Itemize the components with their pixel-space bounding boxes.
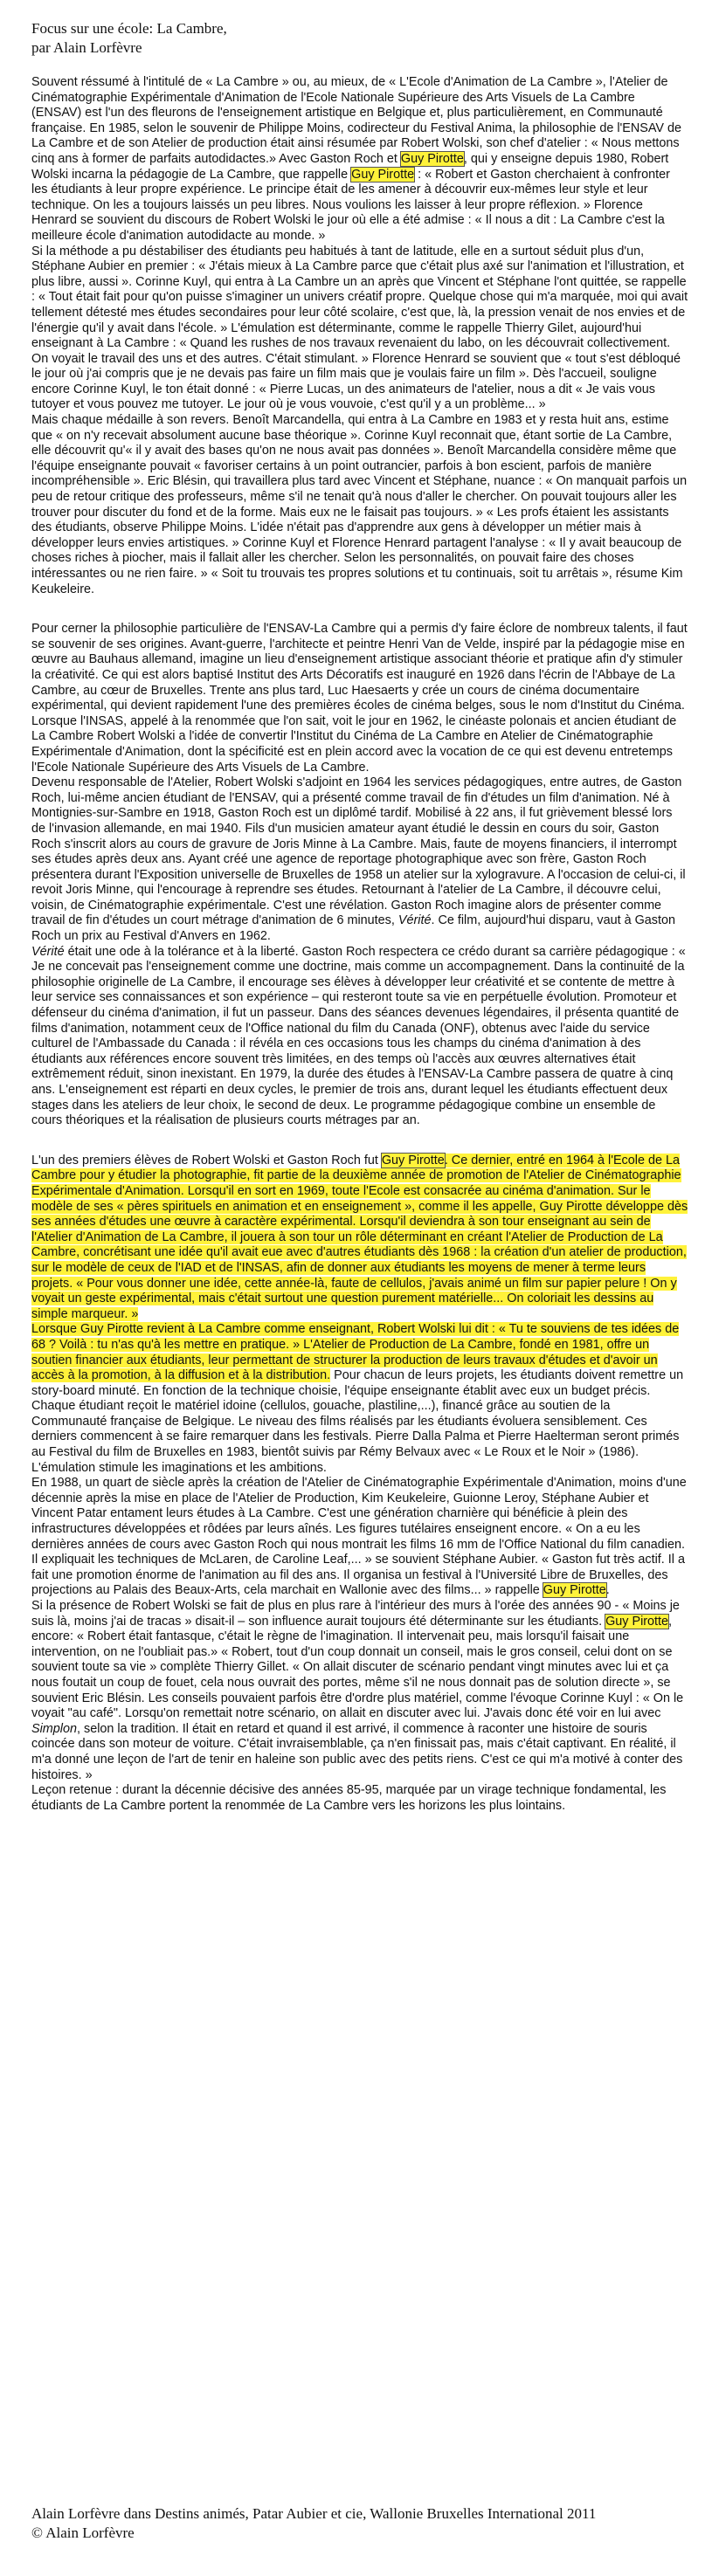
paragraph: Si la méthode a pu déstabiliser des étudiants peu habitués à tant de latitude, elle en a surtout séduit plus d'un, Stéphane Aubier en premier : « J'étais mieux à La Cambre parce que c'était plus axé sur l'animation et l'illustration, et plus libre, aussi ». Corinne Kuyl, qui entra à La Cambre un an après que Vincent et Stéphane l'ont quittée, se rappelle : « Tout était fait pour qu'on puisse s'imaginer un univers créatif propre. Quelque chose qui m'a marquée, moi qui avait tellement détesté mes études secondaires pour leur côté scolaire, c'est que, là, la pression venait de nos envies et de l'énergie qu'il y avait dans l'école. » L'émulation est déterminante, comme le rappelle Thierry Gilet, aujourd'hui enseignant à La Cambre : « Quand les rushes de nos travaux revenaient du labo, on les découvrait collectivement. On voyait le travail des uns et des autres. C'était stimulant. » Florence Henrard se souvient que « tout s'est débloqué le jour où j'ai compris que je ne devais pas faire un film mais que je voulais faire un film ». Dès l'accueil, souligne encore Corinne Kuyl, le ton était donné : « Pierre Lucas, un des animateurs de l'atelier, nous a dit « Je vais vous tutoyer et vous pouvez me tutoyer. Le jour où je vous vouvoie, c'est qu'il y a un problème... » [31,244,688,412]
text-run: Souvent réssumé à l'intitulé de « La Cambre » ou, au mieux, de « L'Ecole d'Animation de La Cambre », l'Atelier de Cinématographie Expérimentale d'Animation de l'Ecole Nationale Supérieure des Arts Visuels de La Cambre (ENSAV) est l'un des fleurons de l'enseignement artistique en Belgique et, plus particulièrement, en Communauté française. En 1985, selon le souvenir de Philippe Moins, codirecteur du Festival Anima, la philosophie de l'ENSAV de La Cambre et de son Atelier de production était ainsi résumée par Robert Wolski, son chef d'atelier : « Nous mettons cinq ans à former de parfaits autodidactes.» Avec Gaston Roch et [31,75,682,166]
section-origines [31,622,688,1129]
text-run: Devenu responsable de l'Atelier, Robert Wolski s'adjoint en 1964 les services pédagogiques, entre autres, de Gaston Roch, lui-même ancien étudiant de l'ENSAV, qui a présenté comme travail de fin d'études un film d'animation. Né à Montignies-sur-Sambre en 1918, Gaston Roch est un diplômé tardif. Mobilisé à 22 ans, il fut grièvement blessé lors de l'invasion allemande, en mai 1940. Fils d'un musicien amateur ayant étudié le dessin en cours du soir, Gaston Roch s'inscrit alors au cours de gravure de Joris Minne à La Cambre. Mais, faute de moyens financiers, il interrompt ses études après deux ans. Ayant créé une agence de reportage photographique avec son frère, Gaston Roch présentera durant l'Exposition universelle de Bruxelles de 1958 un atelier sur la xylogravure. A l'occasion de celui-ci, il revoit Joris Minne, qui l'encourage à reprendre ses études. Retournant à l'atelier de La Cambre, il découvre celui, voisin, de Cinématographie expérimentale. C'est une révélation. Gaston Roch imagine alors de présenter comme travail de fin d'études un court métrage d'animation de 6 minutes, [31,775,686,928]
film-title-verite: Vérité [397,913,432,928]
highlight-guy-pirotte: Guy Pirotte [543,1583,606,1598]
section-guy-pirotte [31,1154,688,1815]
paragraph [31,945,688,1129]
text-run: . [605,1583,610,1598]
paragraph [31,75,688,245]
section-methode [31,75,688,597]
article-title: Focus sur une école: La Cambre, [31,20,227,37]
highlight-guy-pirotte: Guy Pirotte [381,1153,445,1167]
text-run: L'un des premiers élèves de Robert Wolski et Gaston Roch fut [31,1153,382,1167]
article-byline: par Alain Lorfèvre [31,39,142,56]
text-run: , qui y enseigne depuis 1980, Robert Wolski incarna la pédagogie de La Cambre, que rappelle [31,151,669,182]
paragraph [31,1599,688,1783]
paragraph [31,1476,688,1599]
text-run: Pour chacun de leurs projets, les étudiants doivent remettre un story-board minuté. En fonction de la technique choisie, l'équipe enseignante établit avec eux un budget précis. Chaque étudiant reçoit le matériel idoine (cellulos, gouache, plastiline,...), financé grâce au soutien de la Communauté française de Belgique. Le niveau des films réalisés par les étudiants évoluera sensiblement. Ces derniers commencent à se faire remarquer dans les festivals. Pierre Dalla Palma et Pierre Haelterman seront primés au Festival du film de Bruxelles en 1983, bientôt suivis par Rémy Belvaux avec « Le Roux et le Noir » (1986). L'émulation stimule les imaginations et les ambitions. [31,1368,684,1475]
paragraph: Pour cerner la philosophie particulière de l'ENSAV-La Cambre qui a permis d'y faire éclore de nombreux talents, il faut se souvenir de ses origines. Avant-guerre, l'architecte et peintre Henri Van de Velde, inspiré par la pédagogie mise en œuvre au Bauhaus allemand, imagine un lieu d'enseignement artistique associant théorie et pratique afin d'y stimuler la créativité. Ce qui est alors baptisé Institut des Arts Décoratifs est inauguré en 1926 dans l'écrin de l'Abbaye de La Cambre, au cœur de Bruxelles. Trente ans plus tard, Luc Haesaerts y crée un cours de cinéma documentaire expérimental, qui devient rapidement l'une des premières écoles de cinéma belges, sous le nom d'Institut du Cinéma. Lorsque l'INSAS, appelé à la renommée que l'on sait, voit le jour en 1962, le cinéaste polonais et ancien étudiant de La Cambre Robert Wolski a l'idée de convertir l'Institut du Cinéma de La Cambre en Atelier de Cinématographie Expérimentale d'Animation, dont la spécificité est en plein accord avec la vocation de ce qui est devenu entretemps l'Ecole Nationale Supérieure des Arts Visuels de La Cambre. [31,622,688,775]
source-credit: Alain Lorfèvre dans Destins animés, Patar Aubier et cie, Wallonie Bruxelles International 2011 [31,2505,597,2522]
copyright: © Alain Lorfèvre [31,2524,135,2541]
text-run: , encore: « Robert était fantasque, c'était le règne de l'imagination. Il intervenait peu, mais lorsqu'il faisait une intervention, on ne l'oubliait pas.» « Robert, tout d'un coup donnait un conseil, mais le gros conseil, celui dont on se souvient toute sa vie » complète Thierry Gillet. « On allait discuter de scénario pendant vingt minutes avec lui et ça nous foutait un coup de fouet, cela nous ouvrait des portes, même s'il ne nous donnait pas de solution directe », se souvient Eric Blésin. Les conseils pouvaient parfois être d'ordre plus matériel, comme l'évoque Corinne Kuyl : « On le voyait "au café". Lorsqu'on remettait notre scénario, on allait en discuter avec lui. J'avais donc été voir en lui avec [31,1614,684,1721]
text-run: En 1988, un quart de siècle après la création de l'Atelier de Cinématographie Expérimentale d'Animation, moins d'une décennie après la mise en place de l'Atelier de Production, Kim Keukeleire, Guionne Leroy, Stéphane Aubier et Vincent Patar entament leurs études à La Cambre. C'est une génération charnière qui bénéficie à plein des infrastructures développées et rôdées par leurs aînés. Les figures tutélaires enseignent encore. « On a eu les dernières années de cours avec Gaston Roch qui nous montrait les films 16 mm de l'Office National du film canadien. Il expliquait les techniques de McLaren, de Caroline Leaf,... » se souvient Stéphane Aubier. « Gaston fut très actif. Il a fait une promotion énorme de l'animation au fil des ans. Il organisa un festival à l'Université Libre de Bruxelles, des projections au Palais des Beaux-Arts, cela marchait en Wallonie avec des films... » rappelle [31,1476,687,1598]
paragraph: Mais chaque médaille à son revers. Benoît Marcandella, qui entra à La Cambre en 1983 et y resta huit ans, estime que « on n'y recevait absolument aucune base théorique ». Corinne Kuyl reconnait que, étant sortie de La Cambre, elle découvrit qu'« il y avait des bases qu'on ne nous avait pas données ». Benoît Marcandella considère même que l'équipe enseignante pouvait « favoriser certains à un point outrancier, parfois à bon escient, parfois de manière incompréhensible ». Eric Blésin, qui travaillera plus tard avec Vincent et Stéphane, nuance : « On manquait parfois un peu de retour critique des professeurs, même s'il ne tenait qu'à nous d'aller le chercher. On pouvait toujours aller les trouver pour discuter du fond et de la forme. Mais eux ne le faisait pas toujours. » « Les profs étaient les assistants des étudiants, observe Philippe Moins. L'idée n'était pas d'apprendre aux gens à développer un métier mais à développer leurs envies artistiques. » Corinne Kuyl et Florence Henrard partagent l'analyse : « Il y avait beaucoup de choses riches à piocher, mais il fallait aller les chercher. Selon les personnalités, on pouvait faire des choses intéressantes ou ne rien faire. » « Soit tu trouvais tes propres solutions et tu continuais, soit tu arrêtais », résume Kim Keukeleire. [31,413,688,596]
film-title-simplon: Simplon [31,1721,77,1736]
film-title-verite: Vérité [31,944,65,959]
highlight-guy-pirotte: Guy Pirotte [400,151,464,166]
text-run: Si la présence de Robert Wolski se fait de plus en plus rare à l'intérieur des murs à l'orée des années 90 - « Moins je suis là, moins j'ai de tracas » disait-il – son influence aurait toujours été déterminante sur les étudiants. [31,1599,680,1629]
article-footer [31,2504,688,2543]
article [31,19,688,1838]
paragraph [31,1322,688,1476]
text-run: était une ode à la tolérance et à la liberté. Gaston Roch respectera ce crédo durant sa carrière pédagogique : « Je ne concevait pas l'enseignement comme une doctrine, mais comme un accompagnement. Dans la continuité de la philosophie originelle de La Cambre, il encourage ses élèves à développer leur créativité et se contente de mettre à leur service ses connaissances et son expérience – qui resteront toute sa vie en perpétuelle évolution. Promoteur et défenseur du cinéma d'animation, il fut un passeur. Dans des séances devenues légendaires, il présenta quantité de films d'animation, notamment ceux de l'Office national du film du Canada (ONF), obtenus avec l'aide du service culturel de l'Ambassade du Canada : il révéla en ces occasions tous les champs du cinéma d'animation à des étudiants aux références encore souvent très limitées, en des temps où l'accès aux œuvres alternatives était extrêmement réduit, sinon inexistant. En 1979, la durée des études à l'ENSAV-La Cambre passera de quatre à cinq ans. L'enseignement est réparti en deux cycles, le premier de trois ans, durant lequel les étudiants effectuent deux stages dans les ateliers de leur choix, le second de deux. Le programme pédagogique combine un ensemble de cours théoriques et la réalisation de plusieurs courts métrages par an. [31,944,686,1128]
highlight-guy-pirotte: Guy Pirotte [351,167,415,182]
highlight-text: . Ce dernier, entré en 1964 à l'Ecole de La Cambre pour y étudier la photographie, fit partie de la deuxième année de promotion de l'Atelier de Cinématographie Expérimentale d'Animation. Lorsqu'il en sort en 1969, toute l'Ecole est consacrée au cinéma d'animation. Sur le modèle de ses « pères spirituels en animation et en enseignement », comme il les appelle, Guy Pirotte développe dès ses années d'études une œuvre à caractère expérimental. Lorsqu'il deviendra à son tour enseignant au sein de l'Atelier d'Animation de La Cambre, il jouera à son tour un rôle déterminant en créant l'Atelier de Production de La Cambre, concrétisant une idée qu'il avait eue avec d'autres étudiants dès 1968 : la création d'un atelier de production, sur le modèle de ceux de l'IAD et de l'INSAS, afin de donner aux étudiants les moyens de mener à terme leurs projets. « Pour vous donner une idée, cette année-là, faute de cellulos, j'avais animé un film sur papier pelure ! On y voyait un geste expérimental, mais c'était surtout une question purement matérielle... On coloriait les dessins au simple marqueur. » [31,1153,688,1321]
highlight-text: Lorsque Guy Pirotte revient à La Cambre comme enseignant, Robert Wolski lui dit : « Tu te souviens de tes idées de 68 ? Voilà : tu n'as qu'à les mettre en pratique. » L'Atelier de Production de La Cambre, fondé en 1981, offre un soutien financier aux étudiants, leur permettant de structurer la production de leurs travaux d'études et d'avoir un accès à la promotion, à la diffusion et à la distribution. [31,1322,680,1383]
text-run: . Ce film, aujourd'hui disparu, vaut à Gaston Roch un prix au Festival d'Anvers en 1962. [31,913,675,944]
paragraph [31,1154,688,1323]
paragraph [31,775,688,945]
highlight-guy-pirotte: Guy Pirotte [605,1614,669,1629]
article-header [31,19,688,58]
text-run: : « Robert et Gaston cherchaient à confronter les étudiants à leur propre expérience. Le principe était de les amener à découvrir eux-mêmes leur style et leur technique. On les a toujours laissés un peu libres. Nous voulions les laisser à leur propre réflexion. » Florence Henrard se souvient du discours de Robert Wolski le jour où elle a été admise : « Il nous a dit : La Cambre c'est la meilleure école d'animation autodidacte au monde. » [31,167,670,243]
text-run: , selon la tradition. Il était en retard et quand il est arrivé, il commence à raconter une histoire de souris coincée dans son moteur de voiture. C'était invraisemblable, ça n'en finissait pas, mais c'était captivant. En réalité, il m'a donné une leçon de l'art de tenir en haleine son public avec des petits riens. C'est ce qui m'a motivé à conter des histoires. » [31,1721,683,1782]
paragraph: Leçon retenue : durant la décennie décisive des années 85-95, marquée par un virage technique fondamental, les étudiants de La Cambre portent la renommée de La Cambre vers les horizons les plus lointains. [31,1783,667,1813]
